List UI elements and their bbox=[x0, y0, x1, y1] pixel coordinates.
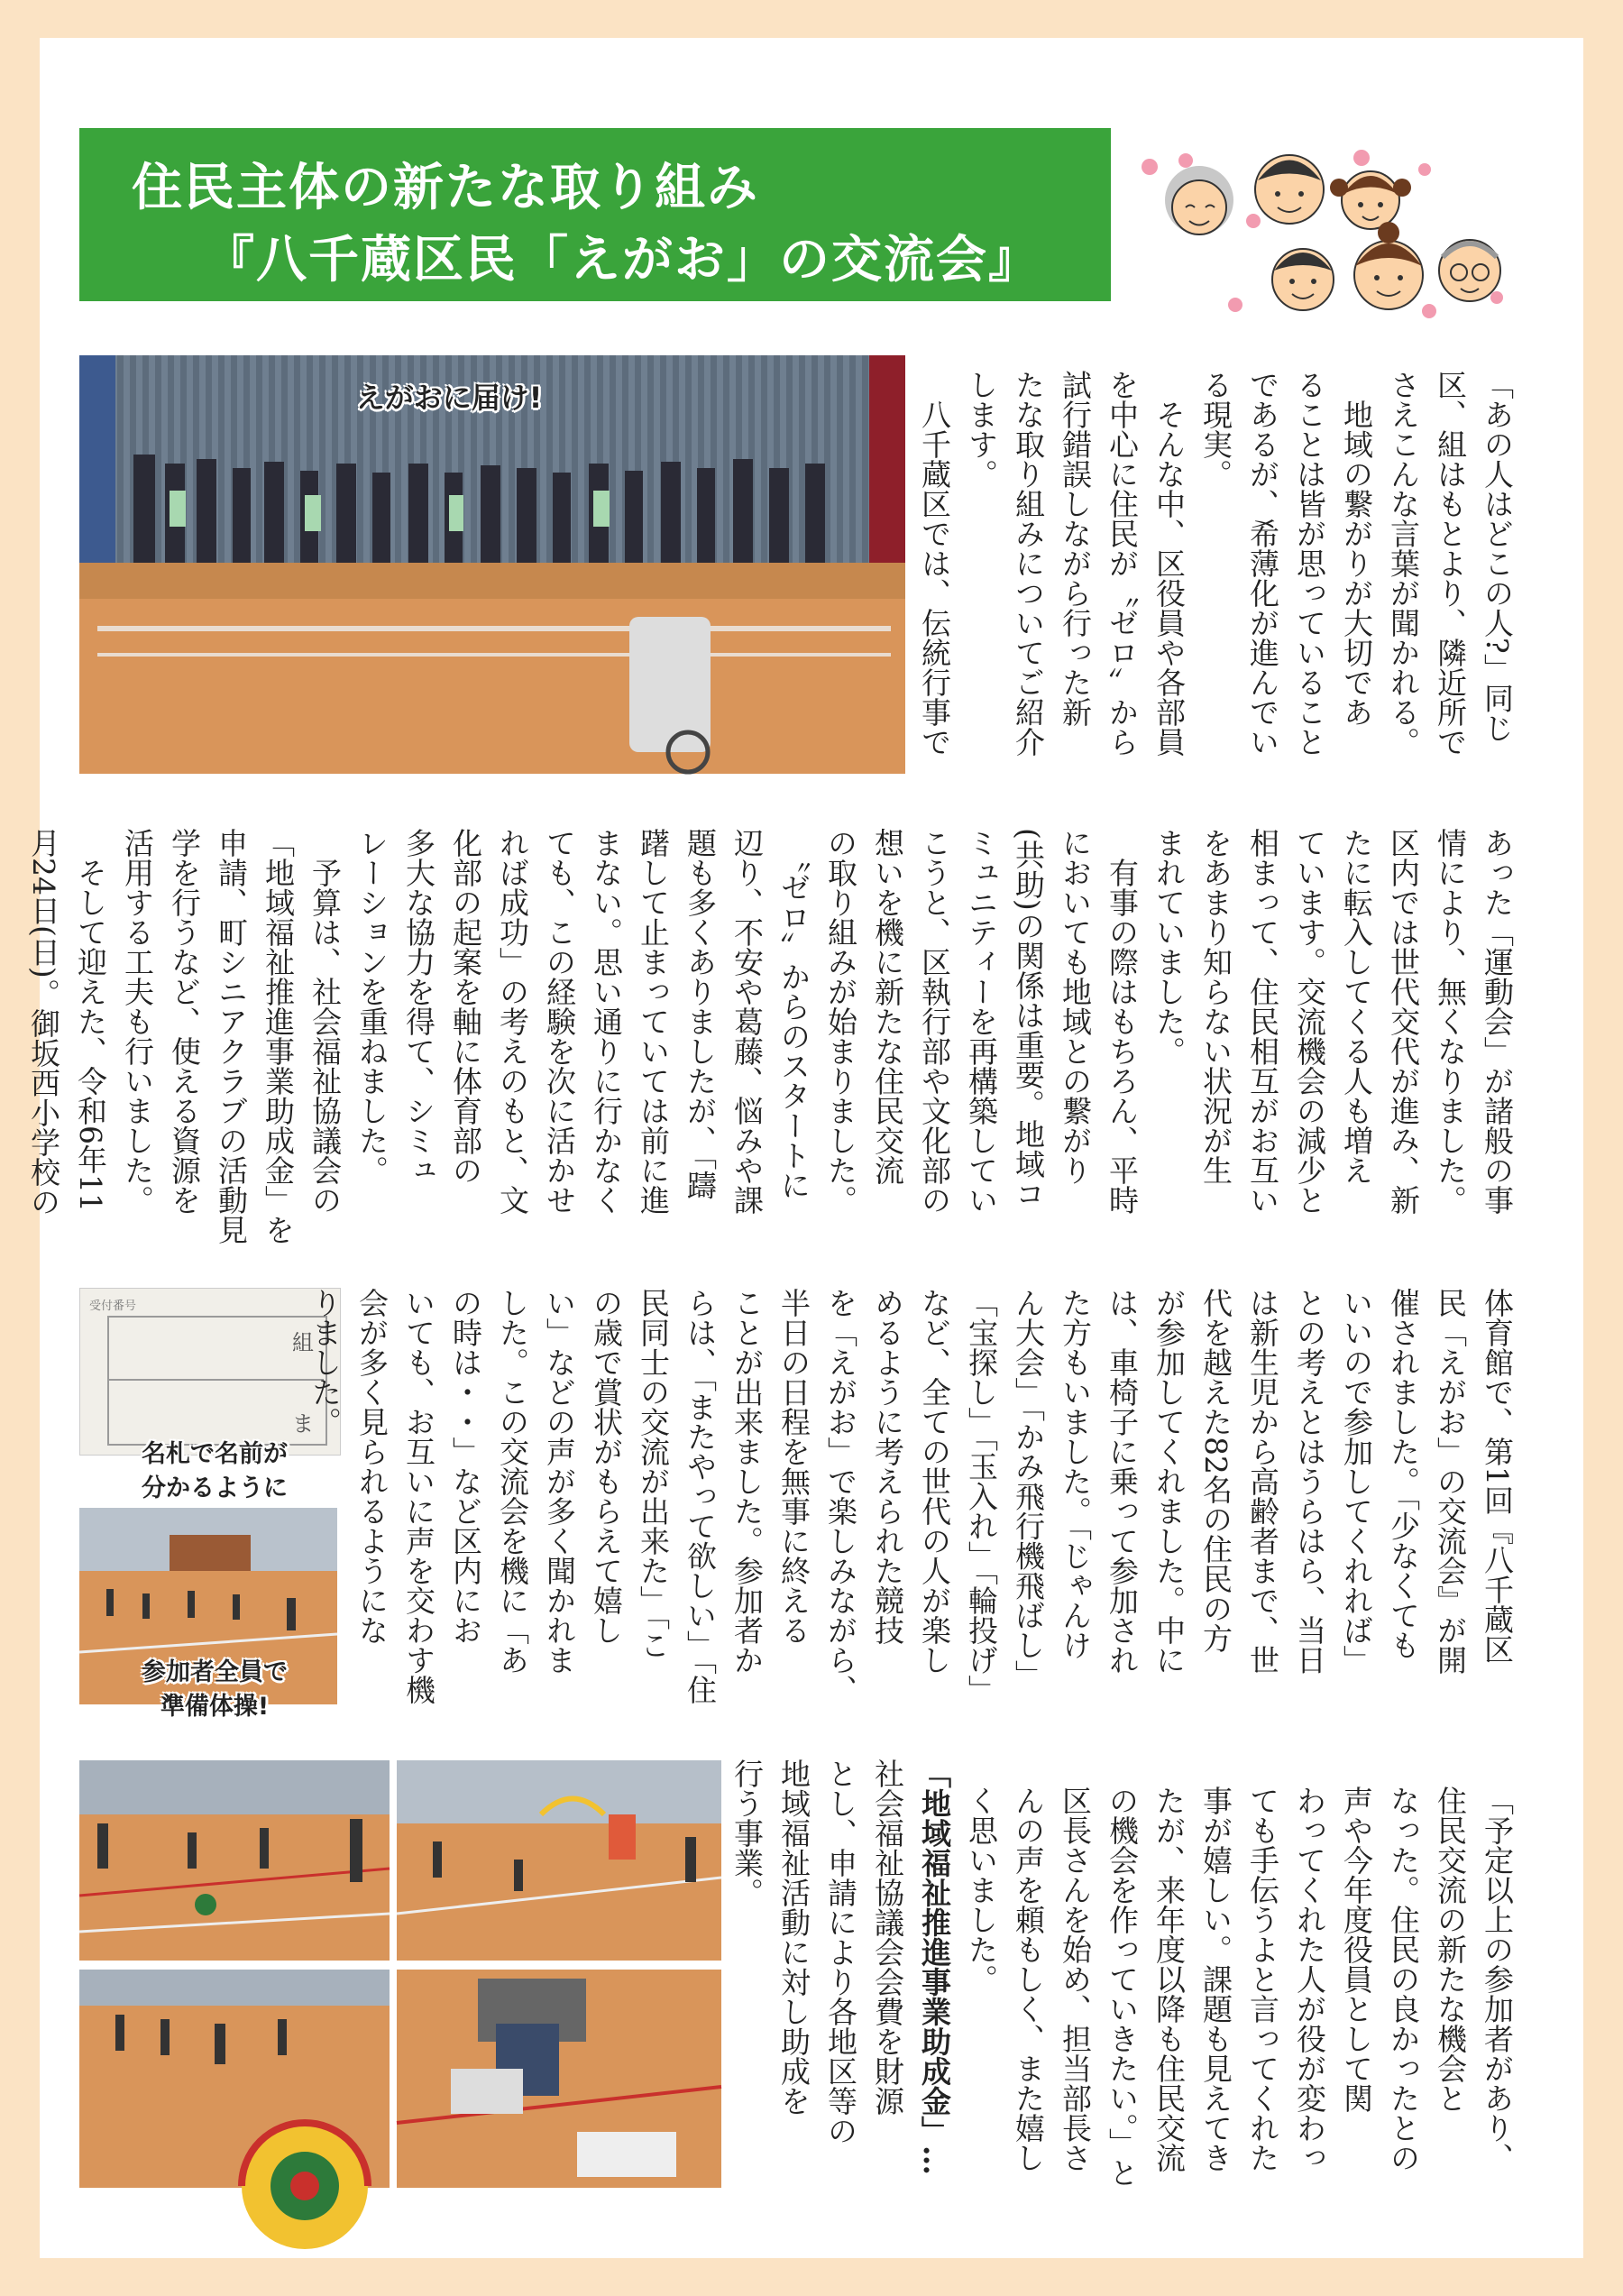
title-line-2: 『八千蔵区民「えがお」の交流会』 bbox=[204, 231, 1041, 289]
article-block-2-line: ミュニティーを再構築してい bbox=[964, 828, 999, 1215]
note-line: とし、申請により各地区等の bbox=[823, 1759, 858, 2145]
article-block-2-line: 躇して止まっていては前に進 bbox=[636, 828, 671, 1215]
article-block-4-line: 区長さんを始め、担当部長さ bbox=[1058, 1786, 1093, 2172]
gym-photo-bottom-left bbox=[79, 1970, 390, 2188]
article-block-4-line: わってくれた人が役が変わっ bbox=[1292, 1786, 1327, 2172]
family-faces-illustration bbox=[1132, 144, 1510, 325]
grandmother-face-icon bbox=[1165, 166, 1233, 234]
note-text bbox=[723, 1759, 911, 2209]
article-block-4-line: 事が嬉しい。課題も見えてき bbox=[1198, 1786, 1233, 2172]
article-block-3-line: 催されました。「少なくても bbox=[1386, 1288, 1421, 1660]
article-block-2-line: 区内では世代交代が進み、新 bbox=[1386, 828, 1421, 1215]
article-block-3-line: の時は・・」など区内にお bbox=[448, 1288, 483, 1645]
article-block-2-line: 月24日(日)。御坂西小学校の bbox=[26, 828, 61, 1217]
article-block-2-line: 申請、町シニアクラブの活動見 bbox=[214, 828, 249, 1244]
nametag-caption-line-1: 名札で名前が bbox=[142, 1440, 288, 1468]
nametag-card-kumi: 組 bbox=[292, 1330, 314, 1355]
article-block-1-line: る現実。 bbox=[1198, 370, 1233, 489]
article-block-3-line: 会が多く見られるようにな bbox=[354, 1288, 390, 1645]
article-block-1-line: ることは皆が思っていること bbox=[1292, 370, 1327, 757]
article-block-2-line: 予算は、社会福祉協議会の bbox=[307, 828, 343, 1215]
title-line-1: 住民主体の新たな取り組み bbox=[132, 159, 759, 217]
article-block-1-line: します。 bbox=[964, 370, 999, 489]
article-block-1-text bbox=[911, 370, 1520, 785]
article-block-4-line: の機会を作っていきたい。」と bbox=[1105, 1786, 1140, 2188]
article-block-2-line: 題も多くありましたが、「躊 bbox=[683, 828, 718, 1200]
article-block-1-line: さえこんな言葉が聞かれる。 bbox=[1386, 370, 1421, 757]
boy-face-icon bbox=[1272, 249, 1334, 310]
article-block-3-line: 代を越えた82名の住民の方 bbox=[1198, 1288, 1233, 1653]
article-block-1-line: であるが、希薄化が進んでい bbox=[1245, 370, 1280, 757]
article-block-2-line: レーションを重ねました。 bbox=[354, 828, 390, 1185]
nametag-card-mae: ま bbox=[292, 1411, 314, 1437]
note-block bbox=[729, 1759, 958, 2209]
article-block-2-line: においても地域との繋がり bbox=[1058, 828, 1093, 1185]
article-block-2-line: こうと、区執行部や文化部の bbox=[917, 828, 952, 1215]
article-block-1-line: を中心に住民が〝ゼロ〟から bbox=[1105, 370, 1140, 757]
nametag-caption-line-2: 分かるように bbox=[142, 1474, 288, 1502]
article-block-2-line: 情により、無くなりました。 bbox=[1433, 828, 1468, 1215]
article-block-2-line: 辺り、不安や葛藤、悩みや課 bbox=[729, 828, 765, 1215]
nametag-card-header: 受付番号 bbox=[89, 1300, 137, 1313]
article-block-3-line: との考えとはうらはら、当日 bbox=[1292, 1288, 1327, 1675]
gym-photo-top-left bbox=[79, 1760, 390, 1961]
note-line: 社会福祉協議会会費を財源 bbox=[870, 1759, 905, 2116]
article-block-3-line: 半日の日程を無事に終える bbox=[776, 1288, 812, 1645]
warmup-caption-line-2: 準備体操! bbox=[160, 1693, 270, 1721]
grandfather-face-icon bbox=[1439, 240, 1500, 301]
article-block-2 bbox=[26, 828, 1520, 1252]
article-block-3-line: は、車椅子に乗って参加され bbox=[1105, 1288, 1140, 1675]
article-block-2-line: 活用する工夫も行いました。 bbox=[120, 828, 155, 1215]
article-block-2-line: 相まって、住民相互がお互い bbox=[1245, 828, 1280, 1215]
warmup-caption-line-1: 参加者全員で bbox=[142, 1658, 288, 1686]
article-block-3-line: 民同士の交流が出来た」「こ bbox=[636, 1288, 671, 1660]
article-block-2-line: 「地域福祉推進事業助成金」を bbox=[261, 828, 296, 1244]
article-block-3-line: めるように考えられた競技 bbox=[870, 1288, 905, 1645]
article-block-1 bbox=[911, 370, 1520, 785]
note-title: 「地域福祉推進事業助成金」… bbox=[917, 1759, 952, 2175]
article-block-2-line: あった「運動会」が諸般の事 bbox=[1480, 828, 1515, 1215]
article-block-2-line: 学を行うなど、使える資源を bbox=[167, 828, 202, 1215]
article-block-3-text bbox=[301, 1288, 1520, 1721]
article-block-3-line: が参加してくれました。中に bbox=[1151, 1288, 1187, 1675]
article-block-3-line: など、全ての世代の人が楽し bbox=[917, 1288, 952, 1675]
article-block-2-line: ています。交流機会の減少と bbox=[1292, 828, 1327, 1215]
article-block-2-line: 有事の際はもちろん、平時 bbox=[1105, 828, 1140, 1215]
article-block-2-line: まない。思い通りに行かなく bbox=[589, 828, 624, 1215]
article-block-1-line: 八千蔵区では、伝統行事で bbox=[917, 370, 952, 757]
article-block-4-line: く思いました。 bbox=[964, 1786, 999, 1994]
article-block-2-line: 多大な協力を得て、シミュ bbox=[401, 828, 436, 1185]
article-block-3-line: 体育館で、第1回『八千蔵区 bbox=[1480, 1288, 1515, 1664]
article-block-2-line: (共助)の関係は重要。地域コ bbox=[1011, 828, 1046, 1208]
article-block-3-line: した。この交流会を機に「あ bbox=[495, 1288, 530, 1675]
article-block-2-line: れば成功」の考えのもと、文 bbox=[495, 828, 530, 1215]
article-block-3-line: りました。 bbox=[307, 1288, 343, 1437]
mother-face-icon bbox=[1354, 222, 1423, 309]
article-block-1-line: 地域の繋がりが大切であ bbox=[1339, 370, 1374, 727]
stage-group-photo bbox=[79, 355, 905, 774]
article-block-3-line: い」などの声が多く聞かれま bbox=[542, 1288, 577, 1675]
article-block-4-line: ても手伝うよと言ってくれた bbox=[1245, 1786, 1280, 2172]
article-block-4-line: 声や今年度役員として関 bbox=[1339, 1786, 1374, 2113]
note-line: 地域福祉活動に対し助成を bbox=[776, 1759, 812, 2116]
article-block-1-line: そんな中、区役員や各部員 bbox=[1151, 370, 1187, 757]
article-block-1-line: 試行錯誤しながら行った新 bbox=[1058, 370, 1093, 727]
father-face-icon bbox=[1255, 155, 1324, 224]
gym-photo-top-right bbox=[397, 1760, 721, 1961]
article-block-4-line: たが、来年度以降も住民交流 bbox=[1151, 1786, 1187, 2172]
article-block-2-line: ても、この経験を次に活かせ bbox=[542, 828, 577, 1215]
article-block-3-line: は新生児から高齢者まで、世 bbox=[1245, 1288, 1280, 1675]
note-line: 行う事業。 bbox=[729, 1759, 765, 1907]
article-block-3 bbox=[307, 1288, 1520, 1721]
article-block-4-text bbox=[958, 1786, 1520, 2209]
article-block-4-line: んの声を頼もしく、また嬉し bbox=[1011, 1786, 1046, 2172]
article-block-2-line: そして迎えた、令和6年11 bbox=[73, 828, 108, 1212]
article-block-4-line: なった。住民の良かったとの bbox=[1386, 1786, 1421, 2172]
article-block-1-line: 区、組はもとより、隣近所で bbox=[1433, 370, 1468, 757]
article-block-2-line: たに転入してくる人も増え bbox=[1339, 828, 1374, 1185]
gym-photo-bottom-right bbox=[397, 1970, 721, 2188]
title-banner bbox=[79, 128, 1111, 301]
article-block-3-line: た方もいました。「じゃんけ bbox=[1058, 1288, 1093, 1660]
article-block-3-line: の歳で賞状がもらえて嬉し bbox=[589, 1288, 624, 1645]
article-block-1-line: 「あの人はどこの人?」同じ bbox=[1480, 370, 1515, 743]
article-block-3-line: いても、お互いに声を交わす機 bbox=[401, 1288, 436, 1704]
article-block-3-line: いいので参加してくれれば」 bbox=[1339, 1288, 1374, 1675]
article-block-4-line: 「予定以上の参加者があり、 bbox=[1480, 1786, 1515, 2172]
article-block-4 bbox=[956, 1786, 1520, 2209]
article-block-1-line: たな取り組みについてご紹介 bbox=[1011, 370, 1046, 757]
article-block-3-line: 「宝探し」「玉入れ」「輪投げ」 bbox=[964, 1288, 999, 1704]
article-block-2-line: 想いを機に新たな住民交流 bbox=[870, 828, 905, 1185]
article-block-3-line: ん大会」「かみ飛行機飛ばし」 bbox=[1011, 1288, 1046, 1690]
article-block-2-line: 〝ゼロ〟からのスタートに bbox=[776, 828, 812, 1200]
girl-face-icon bbox=[1330, 171, 1411, 229]
article-block-2-line: まれていました。 bbox=[1151, 828, 1187, 1066]
article-block-3-line: 民「えがお」の交流会』が開 bbox=[1433, 1288, 1468, 1675]
article-block-3-line: を「えがお」で楽しみながら、 bbox=[823, 1288, 858, 1704]
article-block-2-text bbox=[20, 828, 1520, 1252]
article-block-3-line: らは、「またやって欲しい」「住 bbox=[683, 1288, 718, 1704]
article-block-2-line: をあまり知らない状況が生 bbox=[1198, 828, 1233, 1185]
article-block-2-line: 化部の起案を軸に体育部の bbox=[448, 828, 483, 1185]
article-block-4-line: 住民交流の新たな機会と bbox=[1433, 1786, 1468, 2113]
article-block-3-line: ことが出来ました。参加者か bbox=[729, 1288, 765, 1675]
photo-main-caption: えがおに届け! bbox=[355, 381, 543, 415]
article-block-2-line: の取り組みが始まりました。 bbox=[823, 828, 858, 1215]
